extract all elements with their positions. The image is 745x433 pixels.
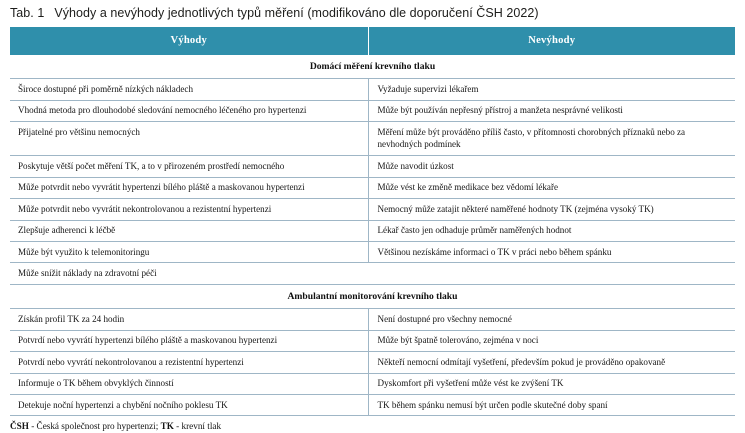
cell-advantage: Detekuje noční hypertenzi a chybění nočního poklesu TK — [10, 395, 368, 416]
table-row — [10, 199, 735, 220]
table-row — [10, 156, 735, 177]
table-header-row — [10, 27, 735, 55]
footnote-expansion-csh: - Česká společnost pro hypertenzi; — [28, 421, 161, 432]
cell-advantage: Potvrdí nebo vyvrátí nekontrolovanou a rezistentní hypertenzi — [10, 352, 368, 373]
section-title: Domácí měření krevního tlaku — [10, 55, 735, 79]
footnote-abbr-csh: ČSH — [10, 421, 29, 432]
cell-disadvantage: Vyžaduje supervizi lékařem — [368, 79, 735, 100]
cell-disadvantage — [368, 263, 735, 284]
table-container — [10, 27, 735, 417]
table-row — [10, 242, 735, 263]
cell-advantage: Široce dostupné při poměrně nízkých nákladech — [10, 79, 368, 100]
table-caption — [0, 0, 745, 27]
table-body — [10, 55, 735, 416]
cell-disadvantage: Měření může být prováděno příliš často, v přítomnosti chorobných příznaků nebo za nevhodných podmínek — [368, 122, 735, 156]
cell-disadvantage: Někteří nemocní odmítají vyšetření, především pokud je prováděno opakovaně — [368, 352, 735, 373]
cell-advantage: Může být využito k telemonitoringu — [10, 242, 368, 263]
cell-disadvantage: Může vést ke změně medikace bez vědomí lékaře — [368, 177, 735, 198]
table-row — [10, 373, 735, 394]
cell-disadvantage: TK během spánku nemusí být určen podle skutečné doby spaní — [368, 395, 735, 416]
cell-disadvantage: Většinou nezískáme informaci o TK v práci nebo během spánku — [368, 242, 735, 263]
cell-disadvantage: Může být používán nepřesný přístroj a manžeta nesprávné velikosti — [368, 100, 735, 121]
cell-disadvantage: Může navodit úzkost — [368, 156, 735, 177]
cell-disadvantage: Nemocný může zatajit některé naměřené hodnoty TK (zejména vysoký TK) — [368, 199, 735, 220]
table-row — [10, 177, 735, 198]
cell-disadvantage: Dyskomfort při vyšetření může vést ke zvýšení TK — [368, 373, 735, 394]
cell-advantage: Poskytuje větší počet měření TK, a to v přirozeném prostředí nemocného — [10, 156, 368, 177]
table-head — [10, 27, 735, 55]
section-title: Ambulantní monitorování krevního tlaku — [10, 284, 735, 309]
column-header-disadvantages: Nevýhody — [368, 27, 735, 55]
table-row — [10, 352, 735, 373]
cell-disadvantage: Není dostupné pro všechny nemocné — [368, 309, 735, 330]
cell-disadvantage: Lékař často jen odhaduje průměr naměřených hodnot — [368, 220, 735, 241]
cell-advantage: Vhodná metoda pro dlouhodobé sledování nemocného léčeného pro hypertenzi — [10, 100, 368, 121]
cell-advantage: Může potvrdit nebo vyvrátit hypertenzi bílého pláště a maskovanou hypertenzi — [10, 177, 368, 198]
table-row — [10, 309, 735, 330]
cell-disadvantage: Může být špatně tolerováno, zejména v noci — [368, 330, 735, 351]
cell-advantage: Potvrdí nebo vyvrátí hypertenzi bílého pláště a maskovanou hypertenzi — [10, 330, 368, 351]
table-row — [10, 395, 735, 416]
table-number: Tab. 1 — [10, 6, 45, 20]
table-row — [10, 122, 735, 156]
table-row — [10, 330, 735, 351]
cell-advantage: Informuje o TK během obvyklých činností — [10, 373, 368, 394]
cell-advantage: Může snížit náklady na zdravotní péči — [10, 263, 368, 284]
comparison-table — [10, 27, 735, 417]
table-row — [10, 263, 735, 284]
table-row — [10, 220, 735, 241]
cell-advantage: Zlepšuje adherenci k léčbě — [10, 220, 368, 241]
section-header-row — [10, 284, 735, 309]
table-caption-text: Výhody a nevýhody jednotlivých typů měření (modifikováno dle doporučení ČSH 2022) — [54, 6, 539, 20]
cell-advantage: Přijatelné pro většinu nemocných — [10, 122, 368, 156]
footnote-abbr-tk: TK — [160, 421, 174, 432]
section-header-row — [10, 55, 735, 79]
cell-advantage: Může potvrdit nebo vyvrátit nekontrolovanou a rezistentní hypertenzi — [10, 199, 368, 220]
column-header-advantages: Výhody — [10, 27, 368, 55]
table-row — [10, 100, 735, 121]
table-footnote — [10, 420, 735, 433]
table-row — [10, 79, 735, 100]
cell-advantage: Získán profil TK za 24 hodin — [10, 309, 368, 330]
footnote-expansion-tk: - krevní tlak — [173, 421, 222, 432]
